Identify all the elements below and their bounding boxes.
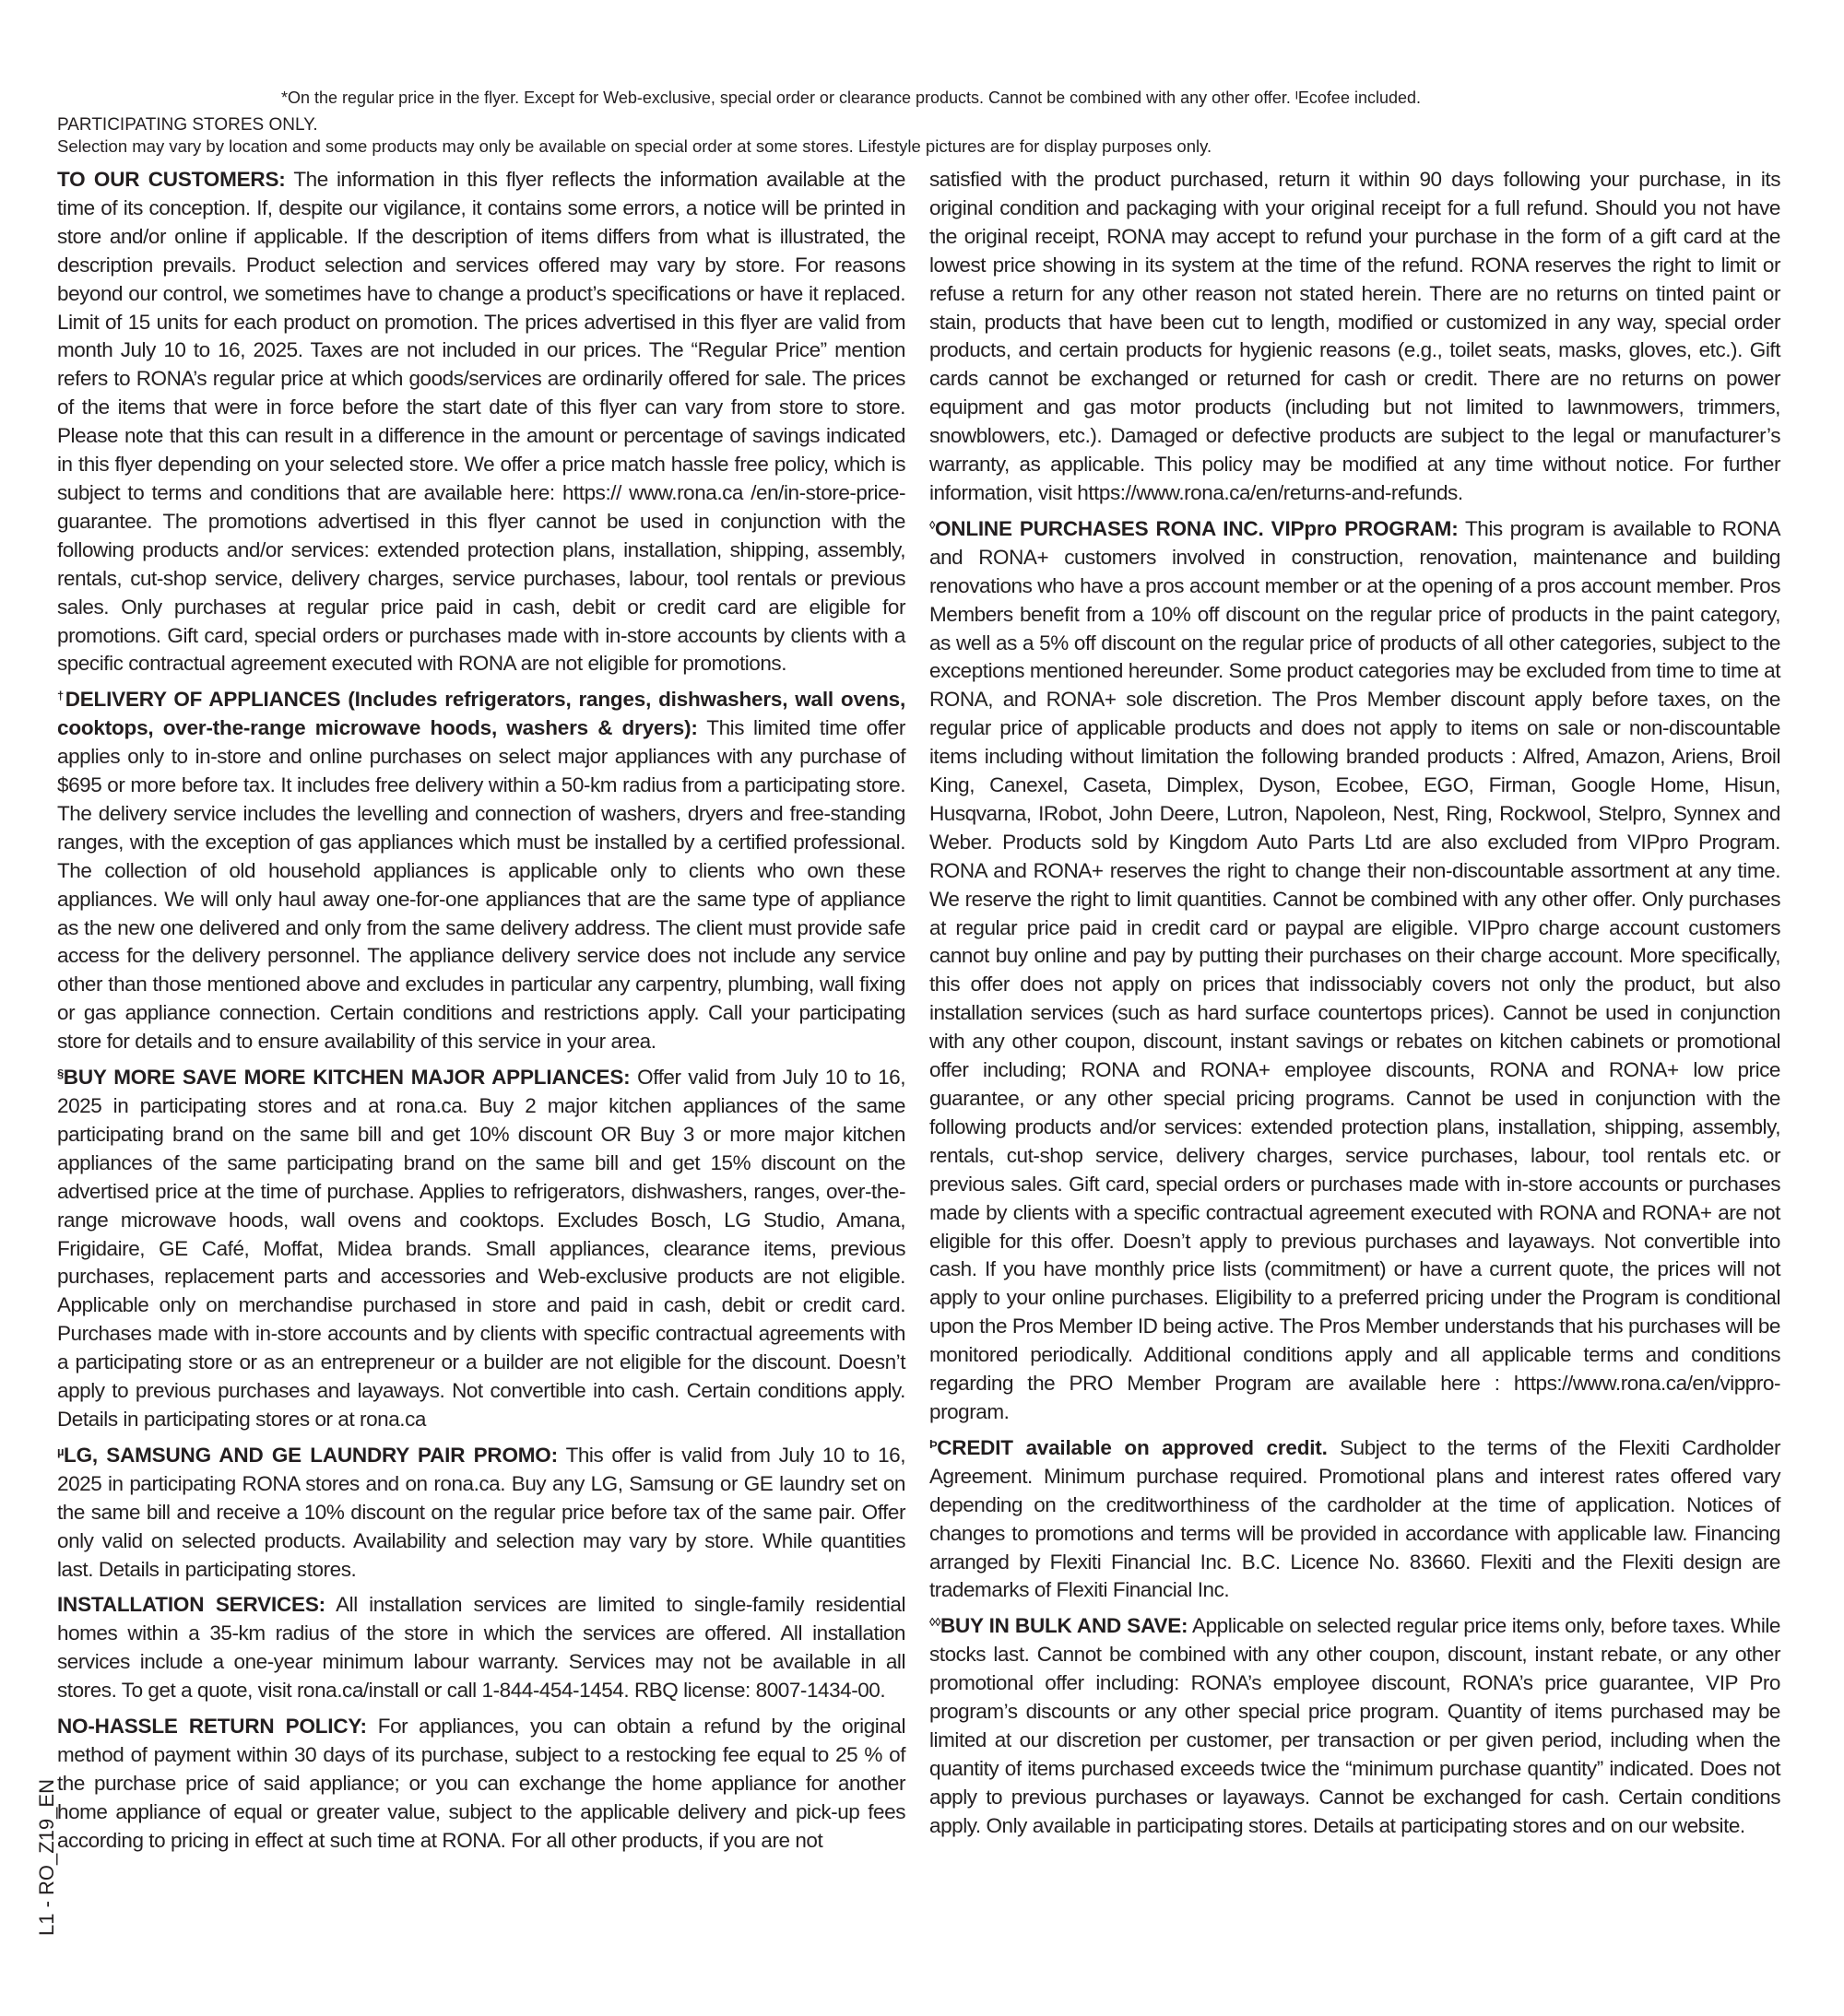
- vippro-footnote-mark: ◊: [929, 517, 935, 532]
- credit-section: [929, 1434, 1780, 1605]
- bulk-footnote-mark: ◊◊: [929, 1615, 940, 1630]
- installation-heading: INSTALLATION SERVICES:: [57, 1593, 325, 1617]
- vippro-section: [929, 515, 1780, 1427]
- laundry-section: [57, 1442, 905, 1585]
- laundry-heading: LG, SAMSUNG AND GE LAUNDRY PAIR PROMO:: [64, 1443, 558, 1467]
- bulk-section: [929, 1612, 1780, 1840]
- buy-more-footnote-mark: §: [57, 1067, 64, 1081]
- credit-footnote-mark: Þ: [929, 1436, 938, 1451]
- return-policy-section: [57, 1713, 905, 1856]
- right-column: [929, 166, 1780, 1848]
- delivery-section: [57, 686, 905, 1056]
- customers-heading: TO OUR CUSTOMERS:: [57, 168, 286, 191]
- buy-more-body: Offer valid from July 10 to 16, 2025 in participating stores and at rona.ca. Buy 2 major kitchen appliances of the same participating brand on the same bill and get 10% discount OR Buy 3 or more major kitchen appliances of the same participating brand on the same bill and get 15% discount on the advertised price at the time of purchase. Applies to refrigerators, dishwashers, ranges, over-the-range microwave hoods, wall ovens and cooktops. Excludes Bosch, LG Studio, Amana, Frigidaire, GE Café, Moffat, Midea brands. Small appliances, clearance items, previous purchases, replacement parts and accessories and Web-exclusive products are not eligible. Applicable only on merchandise purchased in store and paid in cash, debit or credit card. Purchases made with in-store accounts and by clients with specific contractual agreements with a participating store or as an entrepreneur or a builder are not eligible for the discount. Doesn’t apply to previous purchases and layaways. Not convertible into cash. Certain conditions apply. Details in participating stores or at rona.ca: [57, 1066, 905, 1431]
- selection-note: Selection may vary by location and some products may only be available on special order at some stores. Lifestyle pictures are for display purposes only.: [57, 136, 1212, 156]
- installation-section: [57, 1591, 905, 1705]
- buy-more-section: [57, 1064, 905, 1434]
- return-policy-heading: NO-HASSLE RETURN POLICY:: [57, 1715, 367, 1739]
- flyer-code: L1 - RO_Z19_EN: [35, 1779, 58, 1936]
- bulk-body: Applicable on selected regular price items only, before taxes. While stocks last. Cannot be combined with any other coupon, discount, instant rebate, or any other promotional offer including: RONA’s employee discount, RONA’s price guarantee, VIP Pro program’s discounts or any other special price program. Quantity of items purchased may be limited at our discretion per customer, per transaction or per given period, including when the quantity of items purchased exceeds twice the “minimum purchase quantity” indicated. Does not apply to previous purchases or layaways. Cannot be exchanged for cash. Certain conditions apply. Only available in participating stores. Details at participating stores and on our website.: [929, 1614, 1780, 1837]
- return-policy-body: For appliances, you can obtain a refund by the original method of payment within 30 days of its purchase, subject to a restocking fee equal to 25 % of the purchase price of said appliance; or you can exchange the home appliance for another home appliance of equal or greater value, subject to the applicable delivery and pick-up fees according to pricing in effect at such time at RONA. For all other products, if you are not: [57, 1715, 905, 1852]
- delivery-body: This limited time offer applies only to in-store and online purchases on select major appliances with any purchase of $695 or more before tax. It includes free delivery within a 50-km radius from a participating store. The delivery service includes the levelling and connection of washers, dryers and free-standing ranges, with the exception of gas appliances which must be installed by a certified professional. The collection of old household appliances is applicable only to clients who own these appliances. We will only haul away one-for-one appliances that are the same type of appliance as the new one delivered and only from the same delivery address. The client must provide safe access for the delivery personnel. The appliance delivery service does not include any service other than those mentioned above and excludes in particular any carpentry, plumbing, wall fixing or gas appliance connection. Certain conditions and restrictions apply. Call your participating store for details and to ensure availability of this service in your area.: [57, 716, 905, 1054]
- bulk-heading: BUY IN BULK AND SAVE:: [940, 1614, 1188, 1638]
- return-policy-continued-body: satisfied with the product purchased, return it within 90 days following your purchase, in its original condition and packaging with your original receipt for a full refund. Should you not have the original receipt, RONA may accept to refund your purchase in the form of a gift card at the lowest price showing in its system at the time of the refund. RONA reserves the right to limit or refuse a return for any other reason not stated herein. There are no returns on tinted paint or stain, products that have been cut to length, modified or customized in any way, special order products, and certain products for hygienic reasons (e.g., toilet seats, masks, gloves, etc.). Gift cards cannot be exchanged or returned for cash or credit. There are no returns on power equipment and gas motor products (including but not limited to lawnmowers, trimmers, snowblowers, etc.). Damaged or defective products are subject to the legal or manufacturer’s warranty, as applicable. This policy may be modified at any time without notice. For further information, visit https://www.rona.ca/en/returns-and-refunds.: [929, 168, 1780, 504]
- top-disclaimer: *On the regular price in the flyer. Except for Web-exclusive, special order or clearance products. Cannot be combined with any other offer. ᴵEcofee included.: [281, 88, 1422, 107]
- return-policy-continued: [929, 166, 1780, 508]
- delivery-heading: DELIVERY OF APPLIANCES (Includes refrigerators, ranges, dishwashers, wall ovens, cooktops, over-the-range microwave hoods, washers & dryers):: [57, 688, 905, 740]
- laundry-footnote-mark: µ: [57, 1444, 65, 1458]
- vippro-body: This program is available to RONA and RONA+ customers involved in construction, renovation, maintenance and building renovations who have a pros account member or at the opening of a pros account member. Pros Members benefit from a 10% off discount on the regular price of products in the paint category, as well as a 5% off discount on the regular price of products of all other categories, subject to the exceptions mentioned hereunder. Some product categories may be excluded from time to time at RONA, and RONA+ sole discretion. The Pros Member discount apply before taxes, on the regular price of applicable products and does not apply to items on sale or non-discountable items including without limitation the following branded products : Alfred, Amazon, Ariens, Broil King, Canexel, Caseta, Dimplex, Dyson, Ecobee, EGO, Firman, Google Home, Hisun, Husqvarna, IRobot, John Deere, Lutron, Napoleon, Nest, Ring, Rockwool, Stelpro, Synnex and Weber. Products sold by Kingdom Auto Parts Ltd are also excluded from VIPpro Program. RONA and RONA+ reserves the right to change their non-discountable assortment at any time. We reserve the right to limit quantities. Cannot be combined with any other offer. Only purchases at regular price paid in credit card or paypal are eligible. VIPpro charge account customers cannot buy online and pay by putting their purchases on their charge account. More specifically, this offer does not apply on prices that indissociably covers not only the product, but also installation services (such as hard surface countertops prices). Cannot be used in conjunction with any other coupon, discount, instant savings or rebates on kitchen cabinets or promotional offer including; RONA and RONA+ employee discounts, RONA and RONA+ low price guarantee, or any other special pricing programs. Cannot be used in conjunction with the following products and/or services: extended protection plans, installation, shipping, assembly, rentals, cut-shop service, delivery charges, service purchases, labour, tool rentals etc. or previous sales. Gift card, special orders or purchases made with in-store accounts or purchases made by clients with a specific contractual agreement executed with RONA and RONA+ are not eligible for this offer. Doesn’t apply to previous purchases and layaways. Not convertible into cash. If you have monthly price lists (commitment) or have a current quote, the prices will not apply to your online purchases. Eligibility to a preferred pricing under the Program is conditional upon the Pros Member ID being active. The Pros Member understands that his purchases will be monitored periodically. Additional conditions apply and all applicable terms and conditions regarding the PRO Member Program are available here : https://www.rona.ca/en/vippro-program.: [929, 516, 1780, 1423]
- customers-body: The information in this flyer reflects the information available at the time of its conception. If, despite our vigilance, it contains some errors, a notice will be printed in store and/or online if applicable. If the description of items differs from what is illustrated, the description prevails. Product selection and services offered may vary by store. For reasons beyond our control, we sometimes have to change a product’s specifications or have it replaced. Limit of 15 units for each product on promotion. The prices advertised in this flyer are valid from month July 10 to 16, 2025. Taxes are not included in our prices. The “Regular Price” mention refers to RONA’s regular price at which goods/services are ordinarily offered for sale. The prices of the items that were in force before the start date of this flyer can vary from store to store. Please note that this can result in a difference in the amount or percentage of savings indicated in this flyer depending on your selected store. We offer a price match hassle free policy, which is subject to terms and conditions that are available here: https:// www.rona.ca /en/in-store-price-guarantee. The promotions advertised in this flyer cannot be used in conjunction with the following products and/or services: extended protection plans, installation, shipping, assembly, rentals, cut-shop service, delivery charges, service purchases, labour, tool rentals or previous sales. Only purchases at regular price paid in cash, debit or credit card are eligible for promotions. Gift card, special orders or purchases made with in-store accounts by clients with a specific contractual agreement executed with RONA are not eligible for promotions.: [57, 168, 905, 676]
- delivery-footnote-mark: †: [57, 689, 65, 703]
- credit-body: Subject to the terms of the Flexiti Cardholder Agreement. Minimum purchase required. Promotional plans and interest rates offered vary depending on the creditworthiness of the cardholder at the time of application. Notices of changes to promotions and terms will be provided in accordance with applicable law. Financing arranged by Flexiti Financial Inc. B.C. Licence No. 83660. Flexiti and the Flexiti design are trademarks of Flexiti Financial Inc.: [929, 1435, 1780, 1602]
- installation-body: All installation services are limited to single-family residential homes within a 35-km radius of the store in which the services are offered. All installation services include a one-year minimum labour warranty. Services may not be available in all stores. To get a quote, visit rona.ca/install or call 1-844-454-1454. RBQ license: 8007-1434-00.: [57, 1593, 905, 1703]
- buy-more-heading: BUY MORE SAVE MORE KITCHEN MAJOR APPLIANCES:: [63, 1066, 631, 1090]
- participating-stores-note: PARTICIPATING STORES ONLY.: [57, 115, 318, 135]
- credit-heading: CREDIT available on approved credit.: [937, 1435, 1328, 1459]
- left-column: [57, 166, 905, 1863]
- vippro-heading: ONLINE PURCHASES RONA INC. VIPpro PROGRAM:: [934, 516, 1459, 540]
- customers-section: [57, 166, 905, 678]
- laundry-body: This offer is valid from July 10 to 16, 2025 in participating RONA stores and on rona.ca. Buy any LG, Samsung or GE laundry set on the same bill and receive a 10% discount on the regular price before tax of the same pair. Offer only valid on selected products. Availability and selection may vary by store. While quantities last. Details in participating stores.: [57, 1443, 905, 1581]
